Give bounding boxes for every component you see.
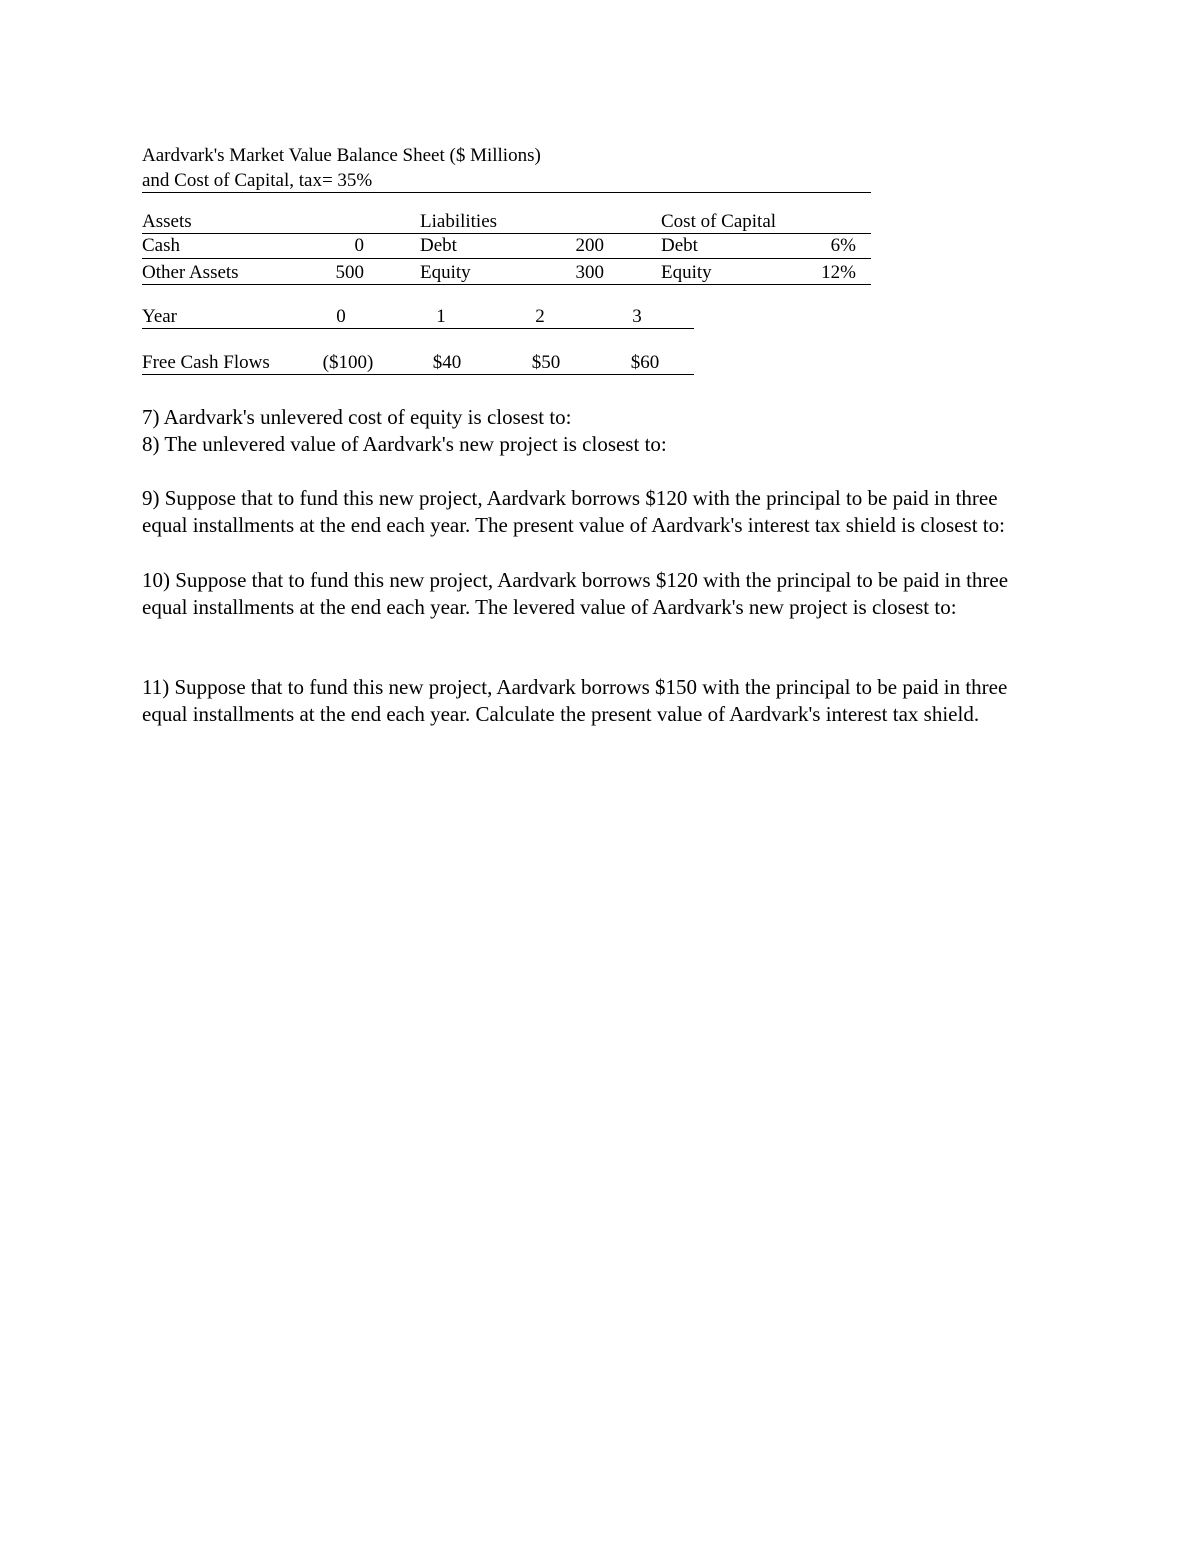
row1-underline xyxy=(142,258,871,259)
table-subtitle: and Cost of Capital, tax= 35% xyxy=(142,170,373,191)
row2-underline xyxy=(142,284,871,285)
year-1: 1 xyxy=(436,306,446,327)
question-8: 8) The unlevered value of Aardvark's new project is closest to: xyxy=(142,432,667,456)
asset-value-cash: 0 xyxy=(354,235,364,256)
asset-label-cash: Cash xyxy=(142,235,180,256)
fcf-year-1: $40 xyxy=(432,352,462,373)
asset-value-other: 500 xyxy=(335,262,364,283)
question-11: 11) Suppose that to fund this new project, Aardvark borrows $150 with the principal to be paid in three equal installments at the end each year. Calculate the present value of Aardvark's interest tax shield. xyxy=(142,675,1008,727)
year-3: 3 xyxy=(632,306,642,327)
liability-label-equity: Equity xyxy=(420,262,471,283)
fcf-label: Free Cash Flows xyxy=(142,352,270,373)
liabilities-header: Liabilities xyxy=(420,211,498,232)
cost-of-capital-header: Cost of Capital xyxy=(661,211,777,232)
fcf-year-2: $50 xyxy=(531,352,561,373)
year-underline xyxy=(142,328,694,329)
coc-value-equity: 12% xyxy=(821,262,856,283)
asset-label-other: Other Assets xyxy=(142,262,239,283)
year-2: 2 xyxy=(535,306,545,327)
title-underline xyxy=(142,192,871,193)
header-underline xyxy=(142,233,871,234)
fcf-year-3: $60 xyxy=(630,352,660,373)
question-9: 9) Suppose that to fund this new project, Aardvark borrows $120 with the principal to be paid in three equal installments at the end each year. The present value of Aardvark's interest tax shield is closest to: xyxy=(142,486,1005,538)
table-title: Aardvark's Market Value Balance Sheet ($ Millions) xyxy=(142,145,541,166)
coc-label-equity: Equity xyxy=(661,262,712,283)
question-10: 10) Suppose that to fund this new project, Aardvark borrows $120 with the principal to be paid in three equal installments at the end each year. The levered value of Aardvark's new project is closest to: xyxy=(142,568,1009,620)
liability-label-debt: Debt xyxy=(420,235,457,256)
year-0: 0 xyxy=(336,306,346,327)
fcf-underline xyxy=(142,374,694,375)
liability-value-debt: 200 xyxy=(575,235,604,256)
year-label: Year xyxy=(142,306,178,327)
coc-value-debt: 6% xyxy=(830,235,856,256)
coc-label-debt: Debt xyxy=(661,235,698,256)
liability-value-equity: 300 xyxy=(575,262,604,283)
assets-header: Assets xyxy=(142,211,192,232)
fcf-year-0: ($100) xyxy=(322,352,374,373)
question-7: 7) Aardvark's unlevered cost of equity is closest to: xyxy=(142,405,572,429)
